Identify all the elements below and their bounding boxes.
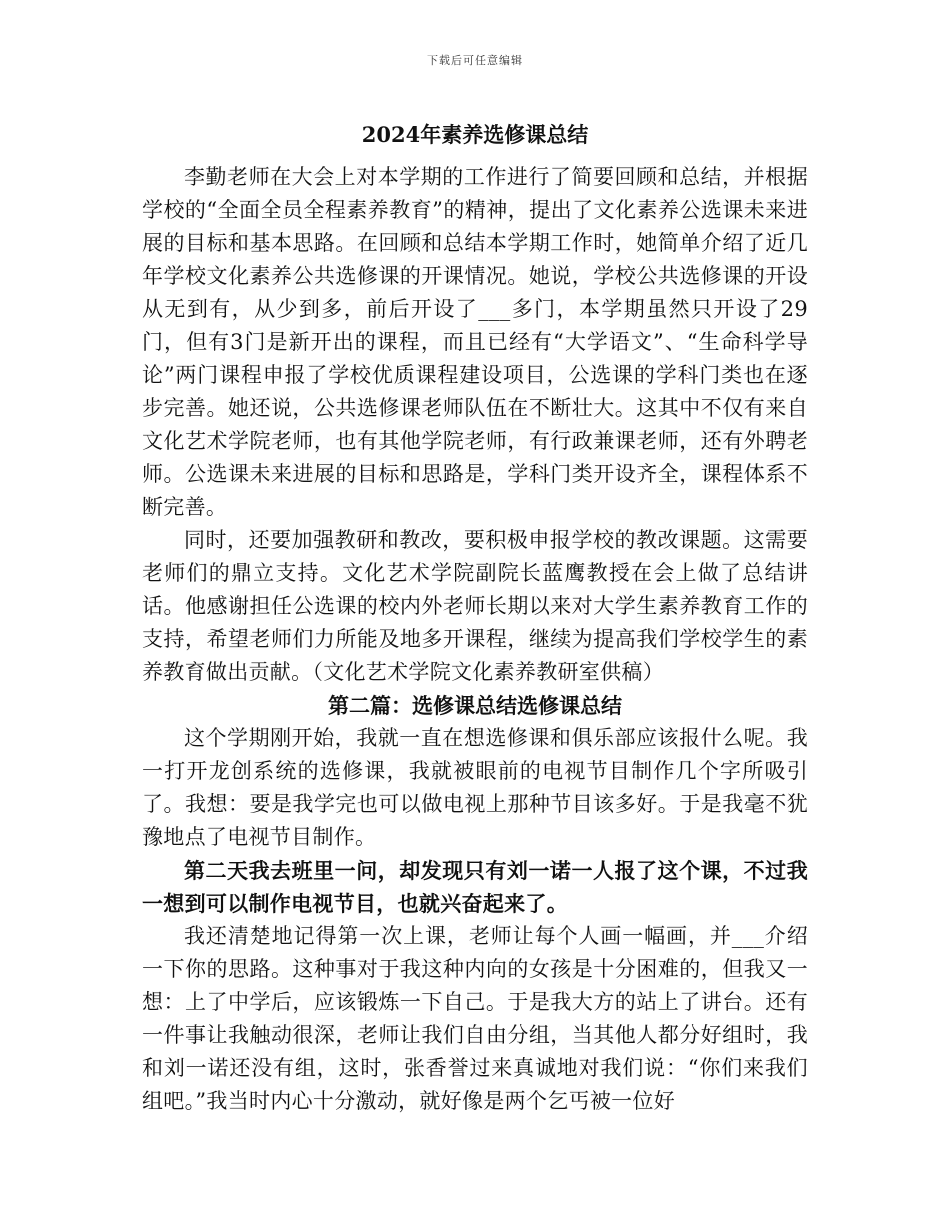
section-heading: 第二篇：选修课总结选修课总结 <box>328 693 622 718</box>
paragraph: 我还清楚地记得第一次上课，老师让每个人画一幅画，并___介绍一下你的思路。这种事对于我这种内向的女孩是十分困难的，但我又一想：上了中学后，应该锻炼一下自己。于是我大方的站上了讲台。还有一件事让我触动很深，老师让我们自由分组，当其他人都分好组时，我和刘一诺还没有组，这时，张香誉过来真诚地对我们说：“你们来我们组吧。”我当时内心十分激动，就好像是两个乞丐被一位好 <box>142 924 808 1113</box>
bold-paragraph: 第二天我去班里一问，却发现只有刘一诺一人报了这个课，不过我一想到可以制作电视节目，也就兴奋起来了。 <box>142 858 808 916</box>
document-title: 2024年素养选修课总结 <box>361 122 589 147</box>
document-body <box>142 115 808 1118</box>
paragraph: 这个学期刚开始，我就一直在想选修课和俱乐部应该报什么呢。我一打开龙创系统的选修课，我就被眼前的电视节目制作几个字所吸引了。我想：要是我学完也可以做电视上那种节目该多好。于是我毫不犹豫地点了电视节目制作。 <box>142 726 808 849</box>
header-note: 下载后可任意编辑 <box>427 54 523 67</box>
paragraph: 李勤老师在大会上对本学期的工作进行了简要回顾和总结，并根据学校的“全面全员全程素养教育”的精神，提出了文化素养公选课未来进展的目标和基本思路。在回顾和总结本学期工作时，她简单介绍了近几年学校文化素养公共选修课的开课情况。她说，学校公共选修课的开设从无到有，从少到多，前后开设了___多门，本学期虽然只开设了29门，但有3门是新开出的课程，而且已经有“大学语文”、“生命科学导论”两门课程申报了学校优质课程建设项目，公选课的学科门类也在逐步完善。她还说，公共选修课老师队伍在不断壮大。这其中不仅有来自文化艺术学院老师，也有其他学院老师，有行政兼课老师，还有外聘老师。公选课未来进展的目标和思路是，学科门类开设齐全，课程体系不断完善。 <box>142 165 808 519</box>
paragraph: 同时，还要加强教研和教改，要积极申报学校的教改课题。这需要老师们的鼎立支持。文化艺术学院副院长蓝鹰教授在会上做了总结讲话。他感谢担任公选课的校内外老师长期以来对大学生素养教育工作的支持，希望老师们力所能及地多开课程，继续为提高我们学校学生的素养教育做出贡献。（文化艺术学院文化素养教研室供稿） <box>142 528 808 684</box>
